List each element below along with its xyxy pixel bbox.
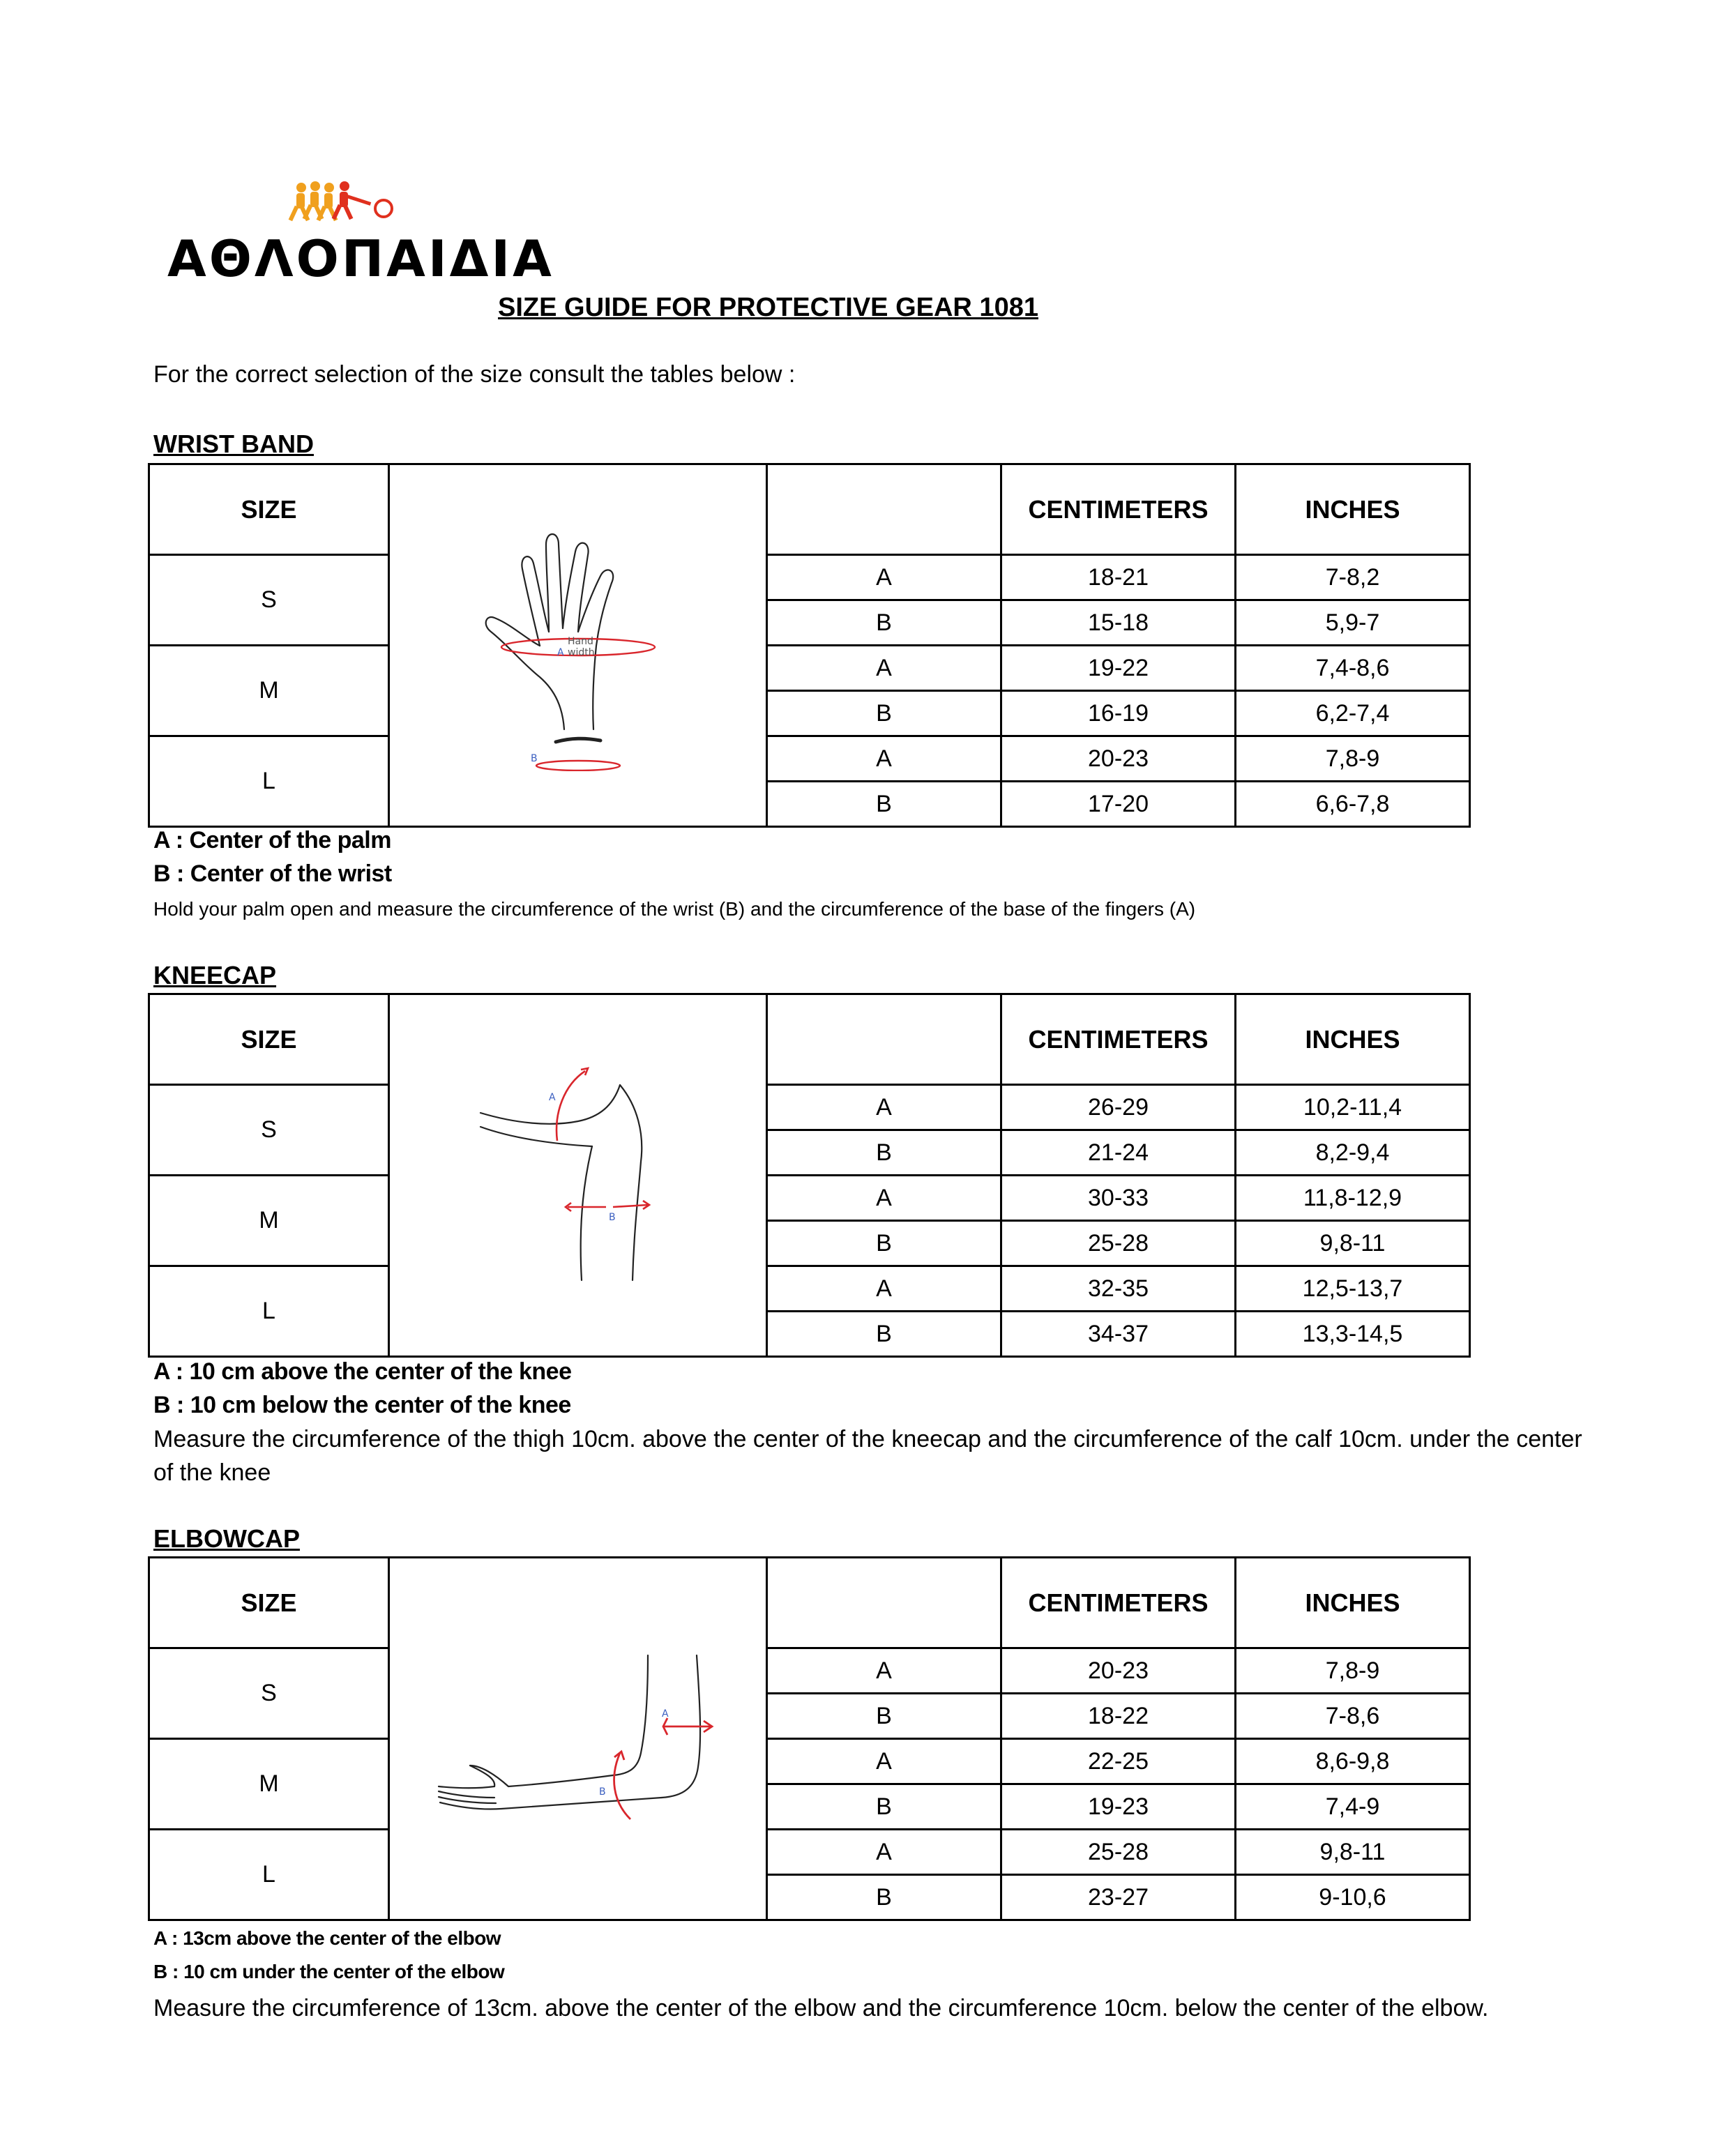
cm-cell: 23-27: [1001, 1875, 1236, 1920]
point-a-label: A: [548, 1091, 556, 1103]
hand-width-label-2: width: [567, 646, 595, 658]
elbow-note-b: B : 10 cm under the center of the elbow: [153, 1961, 505, 1982]
elbow-instruction: Measure the circumference of 13cm. above the center of the elbow and the circumference 10cm. below the center of the elbow.: [153, 1995, 1489, 2021]
inch-cell: 9,8-11: [1236, 1221, 1470, 1266]
cm-cell: 22-25: [1001, 1739, 1236, 1784]
point-b-label: B: [608, 1211, 616, 1223]
cm-cell: 30-33: [1001, 1176, 1236, 1221]
column-header-inches: INCHES: [1236, 464, 1470, 555]
inch-cell: 9-10,6: [1236, 1875, 1470, 1920]
point-cell: B: [767, 691, 1001, 736]
column-header-inches: INCHES: [1236, 994, 1470, 1085]
cm-cell: 18-22: [1001, 1694, 1236, 1739]
column-header-point: [767, 464, 1001, 555]
inch-cell: 7,8-9: [1236, 1648, 1470, 1694]
hand-width-label-1: Hand: [567, 635, 593, 647]
inch-cell: 7,4-8,6: [1236, 646, 1470, 691]
elbow-note-a: A : 13cm above the center of the elbow: [153, 1927, 501, 1949]
point-cell: A: [767, 1830, 1001, 1875]
point-cell: A: [767, 1739, 1001, 1784]
inch-cell: 7,4-9: [1236, 1784, 1470, 1830]
size-cell: L: [149, 1266, 389, 1357]
point-cell: A: [767, 646, 1001, 691]
point-cell: B: [767, 1784, 1001, 1830]
column-header-centimeters: CENTIMETERS: [1001, 1558, 1236, 1648]
inch-cell: 6,6-7,8: [1236, 782, 1470, 827]
point-cell: A: [767, 1266, 1001, 1312]
point-a-label: A: [661, 1708, 669, 1720]
column-header-point: [767, 994, 1001, 1085]
column-header-inches: INCHES: [1236, 1558, 1470, 1648]
section-label-knee: KNEECAP: [153, 961, 277, 989]
point-cell: B: [767, 1694, 1001, 1739]
cm-cell: 20-23: [1001, 1648, 1236, 1694]
cm-cell: 25-28: [1001, 1830, 1236, 1875]
runners-icon: [279, 178, 432, 234]
section-label-wrist: WRIST BAND: [153, 430, 314, 458]
cm-cell: 20-23: [1001, 736, 1236, 782]
cm-cell: 15-18: [1001, 600, 1236, 646]
column-header-centimeters: CENTIMETERS: [1001, 994, 1236, 1085]
inch-cell: 7,8-9: [1236, 736, 1470, 782]
knee-note-b: B : 10 cm below the center of the knee: [153, 1392, 571, 1418]
inch-cell: 13,3-14,5: [1236, 1312, 1470, 1357]
size-cell: M: [149, 1176, 389, 1266]
cm-cell: 19-23: [1001, 1784, 1236, 1830]
hand-measure-icon: [474, 520, 683, 771]
intro-text: For the correct selection of the size consult the tables below :: [153, 361, 796, 388]
wrist-instruction: Hold your palm open and measure the circumference of the wrist (B) and the circumference of the base of the fingers (A): [153, 898, 1196, 920]
wrist-note-b: B : Center of the wrist: [153, 860, 392, 887]
brand-logo: [167, 178, 554, 289]
point-cell: B: [767, 1221, 1001, 1266]
point-cell: A: [767, 1648, 1001, 1694]
wrist-size-table: [148, 463, 1471, 828]
column-header-centimeters: CENTIMETERS: [1001, 464, 1236, 555]
knee-note-a: A : 10 cm above the center of the knee: [153, 1358, 572, 1385]
inch-cell: 11,8-12,9: [1236, 1176, 1470, 1221]
point-cell: A: [767, 736, 1001, 782]
cm-cell: 17-20: [1001, 782, 1236, 827]
size-cell: M: [149, 1739, 389, 1830]
knee-measure-icon: [474, 1057, 683, 1294]
knee-illustration: [389, 994, 767, 1357]
inch-cell: 10,2-11,4: [1236, 1085, 1470, 1130]
column-header-size: SIZE: [149, 1558, 389, 1648]
cm-cell: 32-35: [1001, 1266, 1236, 1312]
column-header-size: SIZE: [149, 464, 389, 555]
wrist-note-a: A : Center of the palm: [153, 827, 391, 853]
size-cell: S: [149, 555, 389, 646]
elbow-measure-icon: [432, 1648, 725, 1830]
point-cell: A: [767, 1085, 1001, 1130]
point-cell: B: [767, 1312, 1001, 1357]
cm-cell: 16-19: [1001, 691, 1236, 736]
point-cell: B: [767, 782, 1001, 827]
cm-cell: 25-28: [1001, 1221, 1236, 1266]
inch-cell: 8,6-9,8: [1236, 1739, 1470, 1784]
size-cell: L: [149, 1830, 389, 1920]
point-cell: A: [767, 1176, 1001, 1221]
inch-cell: 7-8,2: [1236, 555, 1470, 600]
section-label-elbow: ELBOWCAP: [153, 1524, 300, 1553]
knee-instruction: Measure the circumference of the thigh 10cm. above the center of the kneecap and the circumference of the calf 10cm. under the center of the knee: [153, 1426, 1582, 1486]
inch-cell: 5,9-7: [1236, 600, 1470, 646]
cm-cell: 18-21: [1001, 555, 1236, 600]
inch-cell: 12,5-13,7: [1236, 1266, 1470, 1312]
cm-cell: 34-37: [1001, 1312, 1236, 1357]
inch-cell: 8,2-9,4: [1236, 1130, 1470, 1176]
inch-cell: 9,8-11: [1236, 1830, 1470, 1875]
page-title: SIZE GUIDE FOR PROTECTIVE GEAR 1081: [498, 293, 1038, 322]
inch-cell: 7-8,6: [1236, 1694, 1470, 1739]
cm-cell: 19-22: [1001, 646, 1236, 691]
size-cell: M: [149, 646, 389, 736]
elbow-size-table: [148, 1556, 1471, 1921]
inch-cell: 6,2-7,4: [1236, 691, 1470, 736]
column-header-point: [767, 1558, 1001, 1648]
point-cell: B: [767, 600, 1001, 646]
brand-wordmark: ΑΘΛΟΠΑΙΔΙΑ: [167, 229, 554, 288]
cm-cell: 21-24: [1001, 1130, 1236, 1176]
column-header-size: SIZE: [149, 994, 389, 1085]
point-b-label: B: [530, 752, 538, 764]
size-cell: L: [149, 736, 389, 827]
elbow-illustration: [389, 1558, 767, 1920]
point-cell: B: [767, 1875, 1001, 1920]
point-cell: A: [767, 555, 1001, 600]
point-cell: B: [767, 1130, 1001, 1176]
wrist-illustration: [389, 464, 767, 827]
size-cell: S: [149, 1648, 389, 1739]
knee-size-table: [148, 993, 1471, 1358]
cm-cell: 26-29: [1001, 1085, 1236, 1130]
point-a-label: A: [557, 646, 564, 658]
size-cell: S: [149, 1085, 389, 1176]
point-b-label: B: [598, 1786, 606, 1798]
